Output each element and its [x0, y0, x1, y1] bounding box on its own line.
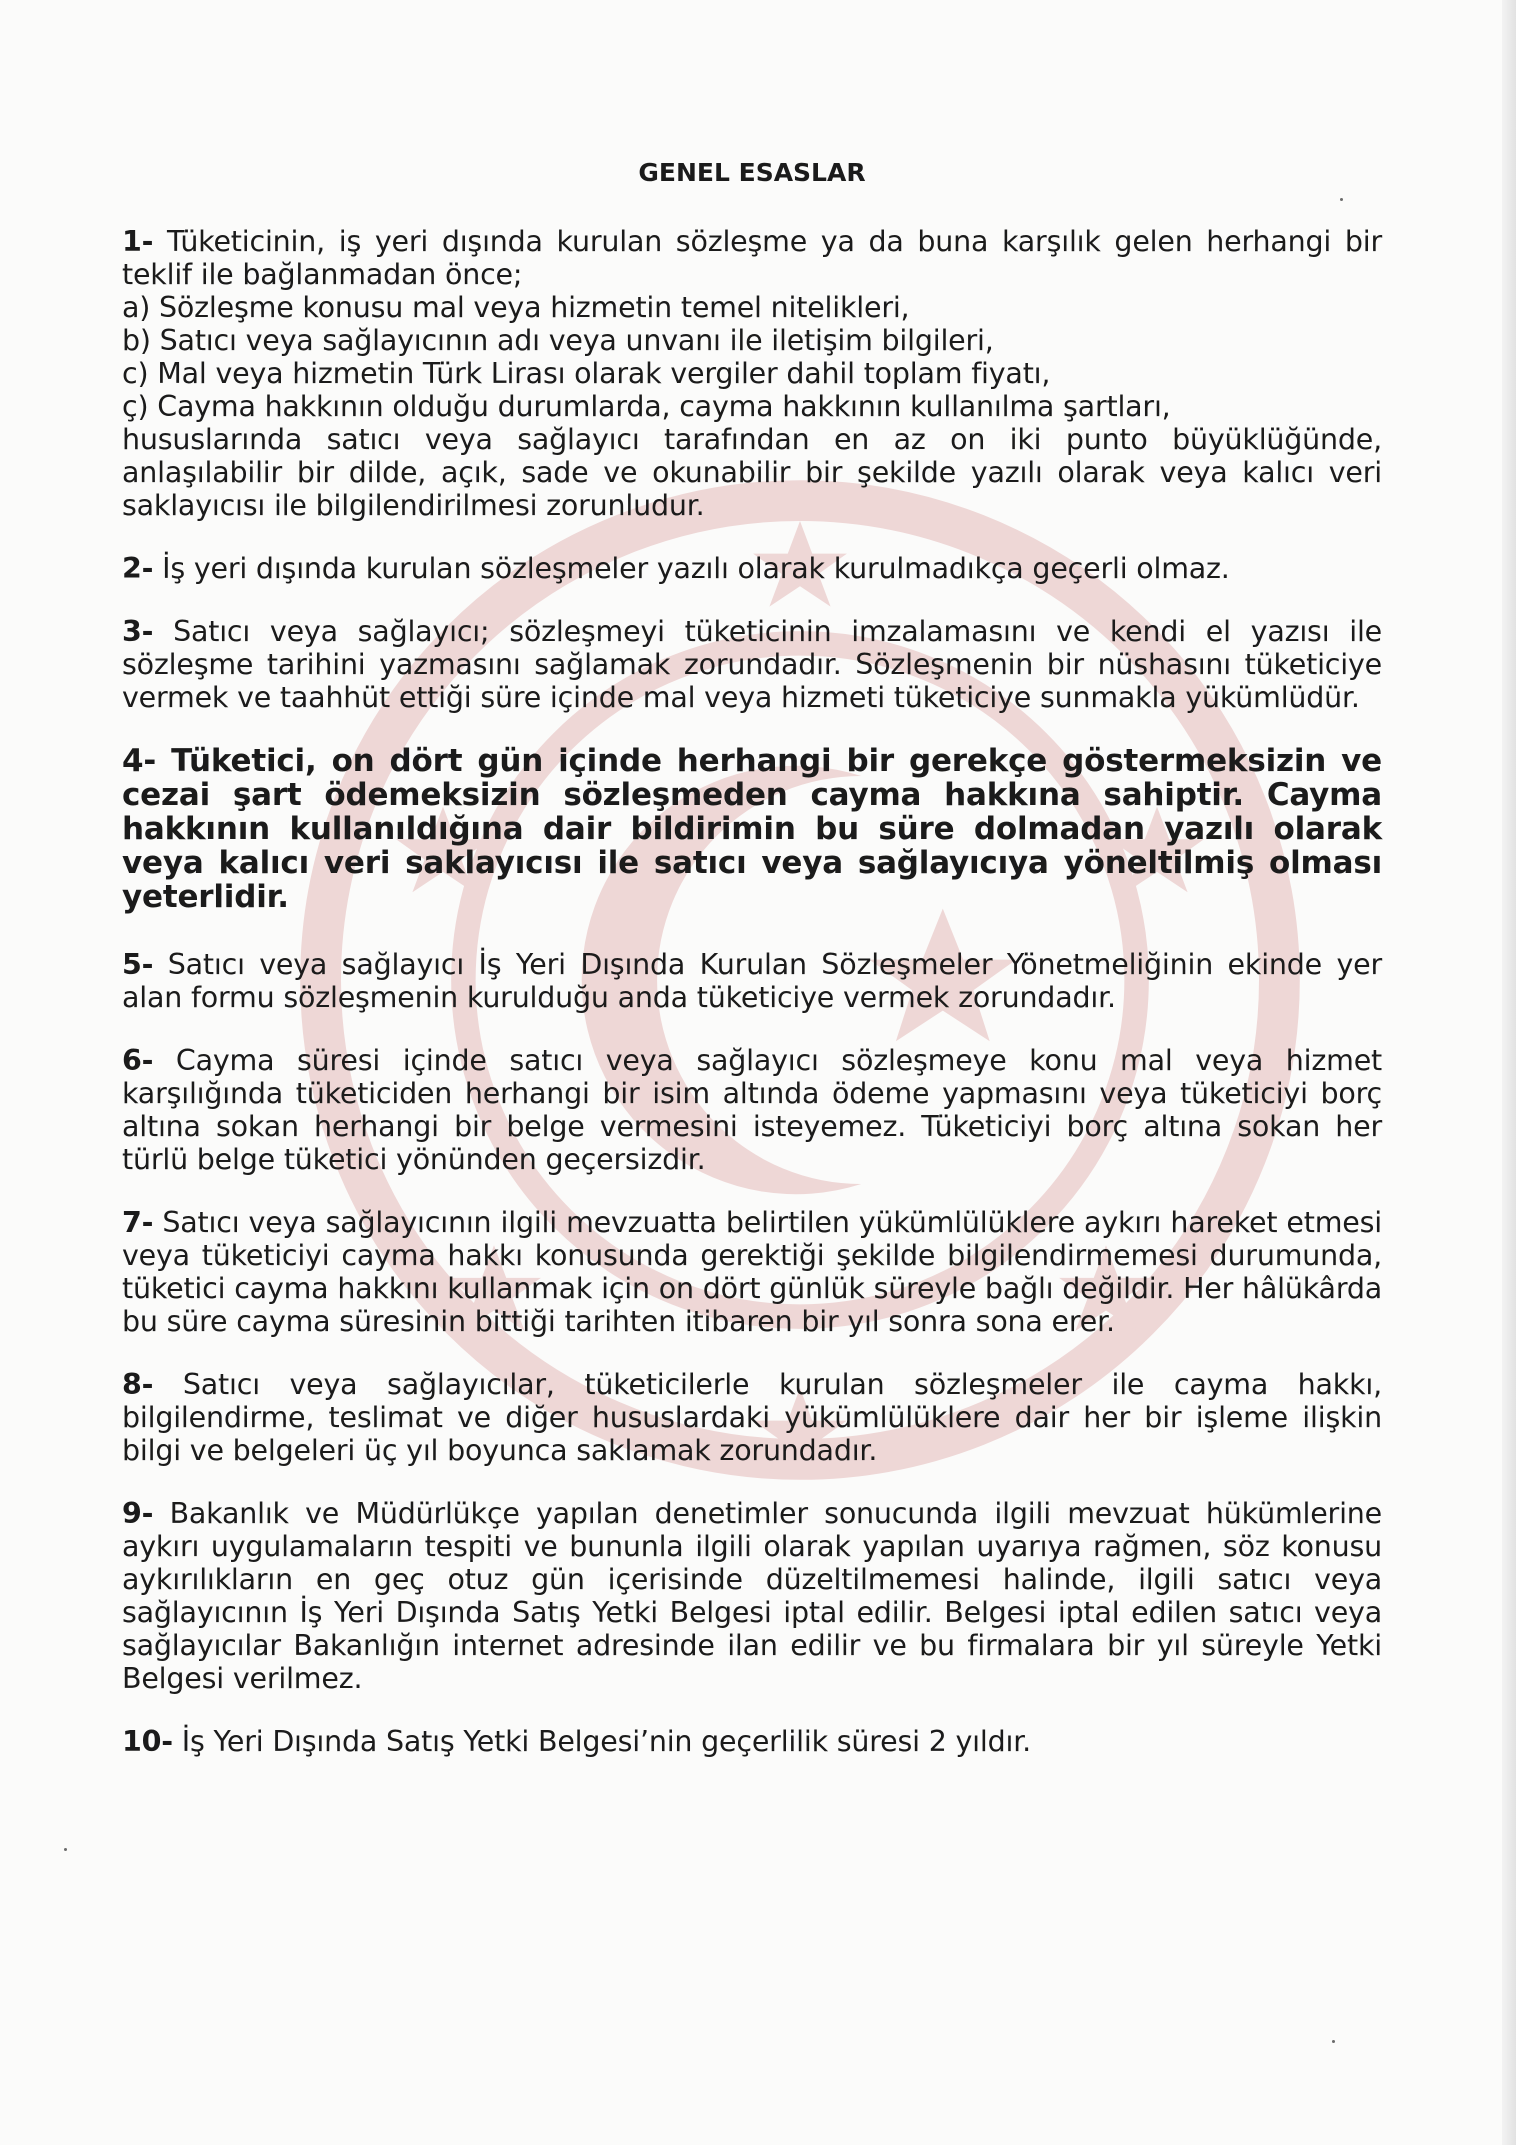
section-3 [122, 615, 1382, 714]
section-number: 9- [122, 1497, 154, 1530]
section-text: Tüketicinin, iş yeri dışında kurulan sözleşme ya da buna karşılık gelen herhangi bir teklif ile bağlanmadan önce; [122, 225, 1382, 291]
document-body [122, 150, 1382, 1788]
section-5 [122, 948, 1382, 1014]
list-item: c) Mal veya hizmetin Türk Lirası olarak vergiler dahil toplam fiyatı, [122, 357, 1051, 390]
section-number: 3- [122, 615, 154, 648]
paper-edge [1502, 0, 1516, 2145]
speck [1332, 2040, 1335, 2043]
section-1-lead [122, 225, 1382, 291]
page-title: GENEL ESASLAR [638, 158, 866, 187]
list-item: ç) Cayma hakkının olduğu durumlarda, cayma hakkının kullanılma şartları, [122, 390, 1171, 423]
section-text: Bakanlık ve Müdürlükçe yapılan denetimler sonucunda ilgili mevzuat hükümlerine aykırı uygulamaların tespiti ve bununla ilgili olarak yapılan uyarıya rağmen, söz konusu aykırılıkların en geç otuz gün içerisinde düzeltilmemesi halinde, ilgili satıcı veya sağlayıcının İş Yeri Dışında Satış Yetki Belgesi iptal edilir. Belgesi iptal edilen satıcı veya sağlayıcılar Bakanlığın internet adresinde ilan edilir ve bu firmalara bir yıl süreyle Yetki Belgesi verilmez. [122, 1497, 1382, 1695]
section-text: Satıcı veya sağlayıcı İş Yeri Dışında Kurulan Sözleşmeler Yönetmeliğinin ekinde yer alan formu sözleşmenin kurulduğu anda tüketiciye vermek zorundadır. [122, 948, 1382, 1014]
speck [64, 1848, 67, 1851]
section-text: Cayma süresi içinde satıcı veya sağlayıcı sözleşmeye konu mal veya hizmet karşılığında tüketiciden herhangi bir isim altında ödeme yapmasını veya tüketiciyi borç altına sokan herhangi bir belge vermesini isteyemez. Tüketiciyi borç altına sokan her türlü belge tüketici yönünden geçersizdir. [122, 1044, 1383, 1176]
section-number: 5- [122, 948, 154, 981]
section-text: İş Yeri Dışında Satış Yetki Belgesi’nin geçerlilik süresi 2 yıldır. [181, 1725, 1031, 1758]
section-number: 10- [122, 1725, 173, 1758]
section-10 [122, 1725, 1382, 1758]
section-number: 4- [122, 743, 157, 779]
section-number: 8- [122, 1368, 154, 1401]
section-text: Satıcı veya sağlayıcılar, tüketicilerle kurulan sözleşmeler ile cayma hakkı, bilgilendirme, teslimat ve diğer hususlardaki yükümlülüklere dair her bir işleme ilişkin bilgi ve belgeleri üç yıl boyunca saklamak zorundadır. [122, 1368, 1382, 1467]
section-8 [122, 1368, 1382, 1467]
section-number: 2- [122, 552, 154, 585]
section-9 [122, 1497, 1382, 1695]
section-number: 7- [122, 1206, 154, 1239]
section-2 [122, 552, 1382, 585]
list-item: a) Sözleşme konusu mal veya hizmetin temel nitelikleri, [122, 291, 910, 324]
section-number: 1- [122, 225, 154, 258]
section-1 [122, 225, 1382, 522]
list-item: b) Satıcı veya sağlayıcının adı veya unvanı ile iletişim bilgileri, [122, 324, 994, 357]
section-7 [122, 1206, 1382, 1338]
section-text: Satıcı veya sağlayıcı; sözleşmeyi tüketicinin imzalamasını ve kendi el yazısı ile sözleşme tarihini yazmasını sağlamak zorundadır. Sözleşmenin bir nüshasını tüketiciye vermek ve taahhüt ettiği süre içinde mal veya hizmeti tüketiciye sunmakla yükümlüdür. [122, 615, 1382, 714]
section-6 [122, 1044, 1382, 1176]
section-text: Tüketici, on dört gün içinde herhangi bir gerekçe göstermeksizin ve cezai şart ödemeksizin sözleşmeden cayma hakkına sahiptir. Cayma hakkının kullanıldığına dair bildirimin bu süre dolmadan yazılı olarak veya kalıcı veri saklayıcısı ile satıcı veya sağlayıcıya yöneltilmiş olması yeterlidir. [122, 743, 1383, 915]
section-number: 6- [122, 1044, 154, 1077]
section-1-tail: hususlarında satıcı veya sağlayıcı tarafından en az on iki punto büyüklüğünde, anlaşılabilir bir dilde, açık, sade ve okunabilir bir şekilde yazılı olarak veya kalıcı veri saklayıcısı ile bilgilendirilmesi zorunludur. [122, 423, 1382, 522]
section-4 [122, 744, 1382, 914]
section-text: İş yeri dışında kurulan sözleşmeler yazılı olarak kurulmadıkça geçerli olmaz. [162, 552, 1230, 585]
section-text: Satıcı veya sağlayıcının ilgili mevzuatta belirtilen yükümlülüklere aykırı hareket etmesi veya tüketiciyi cayma hakkı konusunda gerektiği şekilde bilgilendirmemesi durumunda, tüketici cayma hakkını kullanmak için on dört günlük süreyle bağlı değildir. Her hâlükârda bu süre cayma süresinin bittiği tarihten itibaren bir yıl sonra sona erer. [122, 1206, 1382, 1338]
